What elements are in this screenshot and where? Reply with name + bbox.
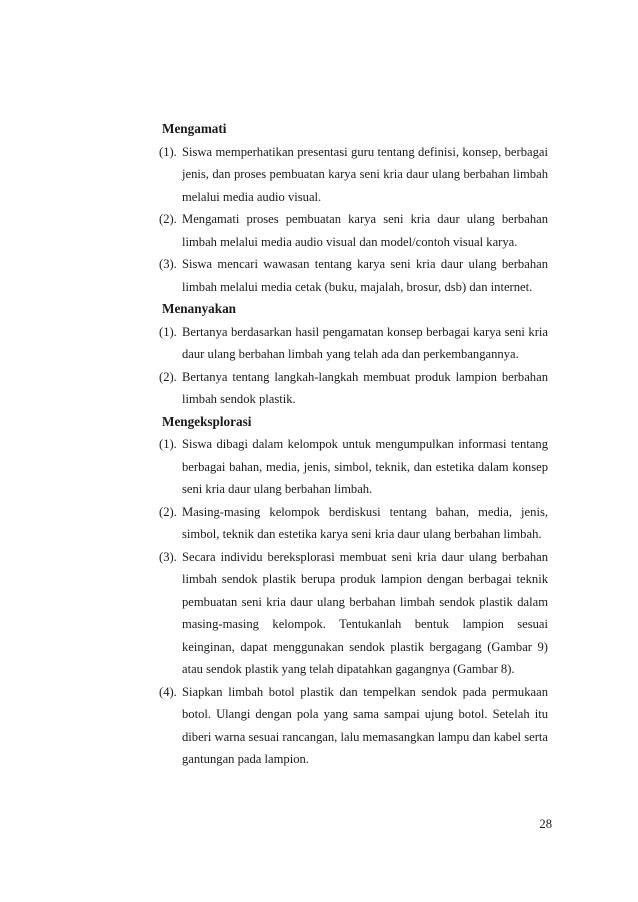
item-text: Secara individu bereksplorasi membuat seni kria daur ulang berbahan limbah sendok plastik berupa produk lampion dengan berbagai teknik pembuatan seni kria daur ulang berbahan limbah sendok plastik dalam masing-masing kelompok. Tentukanlah bentuk lampion sesuai keinginan, dapat menggunakan sendok plastik bergagang (Gambar 9) atau sendok plastik yang telah dipatahkan gagangnya (Gambar 8). xyxy=(182,549,548,676)
item-text: Siapkan limbah botol plastik dan tempelkan sendok pada permukaan botol. Ulangi dengan pola yang sama sampai ujung botol. Setelah itu diberi warna sesuai rancangan, lalu memasangkan lampu dan kabel serta gantungan pada lampion. xyxy=(182,684,548,766)
list-item xyxy=(159,546,548,681)
list-item xyxy=(159,253,548,298)
section-heading-menanyakan: Menanyakan xyxy=(162,301,237,316)
list-item xyxy=(159,321,548,366)
item-number: (2). xyxy=(159,212,177,226)
item-text: Masing-masing kelompok berdiskusi tentang bahan, media, jenis, simbol, teknik dan estetika karya seni kria daur ulang berbahan limbah. xyxy=(182,504,548,541)
item-text: Bertanya tentang langkah-langkah membuat produk lampion berbahan limbah sendok plastik. xyxy=(182,369,548,406)
list-item xyxy=(159,366,548,411)
item-number: (1). xyxy=(159,437,177,451)
item-number: (3). xyxy=(159,549,177,564)
item-text: Siswa mencari wawasan tentang karya seni kria daur ulang berbahan limbah melalui media cetak (buku, majalah, brosur, dsb) dan internet. xyxy=(182,257,548,294)
item-text: Mengamati proses pembuatan karya seni kria daur ulang berbahan limbah melalui media audio visual dan model/contoh visual karya. xyxy=(182,212,548,249)
item-number: (3). xyxy=(159,257,177,271)
item-text: Siswa dibagi dalam kelompok untuk mengumpulkan informasi tentang berbagai bahan, media, jenis, simbol, teknik, dan estetika dalam konsep seni kria daur ulang berbahan limbah. xyxy=(182,437,548,496)
item-number: (2). xyxy=(159,504,177,519)
section-heading-mengamati: Mengamati xyxy=(162,121,227,136)
item-number: (1). xyxy=(159,144,177,159)
item-number: (1). xyxy=(159,324,177,339)
list-item xyxy=(159,501,548,546)
document-body xyxy=(159,118,548,771)
item-text: Bertanya berdasarkan hasil pengamatan konsep berbagai karya seni kria daur ulang berbahan limbah yang telah ada dan perkembangannya. xyxy=(182,324,548,361)
page-number: 28 xyxy=(539,817,552,831)
list-item xyxy=(159,208,548,253)
section-heading-mengeksplorasi: Mengeksplorasi xyxy=(162,413,252,429)
list-item xyxy=(159,433,548,501)
item-text: Siswa memperhatikan presentasi guru tentang definisi, konsep, berbagai jenis, dan proses pembuatan karya seni kria daur ulang berbahan limbah melalui media audio visual. xyxy=(182,144,548,204)
item-number: (4). xyxy=(159,684,177,699)
item-number: (2). xyxy=(159,369,177,384)
list-item xyxy=(159,141,548,209)
list-item xyxy=(159,681,548,771)
